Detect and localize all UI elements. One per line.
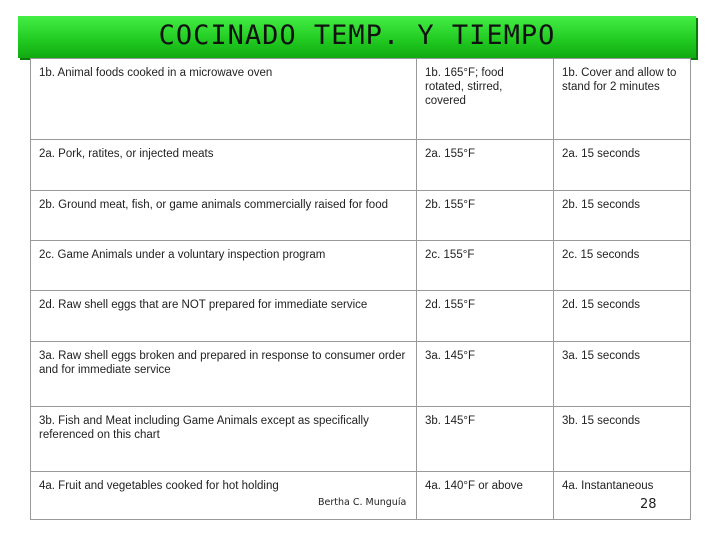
temperature-cell: 2a. 155°F [417, 140, 554, 190]
time-cell: 4a. Instantaneous [562, 480, 654, 492]
food-cell: 3b. Fish and Meat including Game Animals except as specifically referenced on this chart [31, 407, 417, 471]
food-cell: 2b. Ground meat, fish, or game animals commercially raised for food [31, 191, 417, 240]
page-number: 28 [640, 497, 657, 512]
temperature-cell: 4a. 140°F or above [417, 472, 554, 519]
table-row [31, 342, 690, 407]
food-cell: 3a. Raw shell eggs broken and prepared in response to consumer order and for immediate service [31, 342, 417, 406]
temperature-cell: 3b. 145°F [417, 407, 554, 471]
time-cell: 2b. 15 seconds [562, 199, 641, 211]
food-cell: 4a. Fruit and vegetables cooked for hot holding [31, 472, 417, 519]
author-name: Bertha C. Munguía [318, 497, 407, 508]
temperature-cell: 1b. 165°F; food rotated, stirred, covered [417, 59, 554, 139]
time-cell: 3a. 15 seconds [562, 350, 641, 362]
temperature-cell: 2d. 155°F [417, 291, 554, 341]
table-row [31, 241, 690, 291]
temperature-cell: 3a. 145°F [417, 342, 554, 406]
slide-title: COCINADO TEMP. Y TIEMPO [158, 20, 556, 51]
cooking-table [30, 58, 691, 520]
time-cell: 1b. Cover and allow to stand for 2 minutes [562, 67, 677, 93]
title-banner [18, 16, 696, 58]
temperature-cell: 2c. 155°F [417, 241, 554, 290]
time-cell: 2a. 15 seconds [562, 148, 641, 160]
table-row [31, 472, 690, 519]
food-cell: 2a. Pork, ratites, or injected meats [31, 140, 417, 190]
food-cell: 2c. Game Animals under a voluntary inspection program [31, 241, 417, 290]
table-row [31, 291, 690, 342]
time-cell: 3b. 15 seconds [562, 415, 641, 427]
table-row [31, 407, 690, 472]
table-row [31, 191, 690, 241]
table-row [31, 59, 690, 140]
temperature-cell: 2b. 155°F [417, 191, 554, 240]
time-cell: 2d. 15 seconds [562, 299, 641, 311]
time-cell: 2c. 15 seconds [562, 249, 640, 261]
food-cell: 2d. Raw shell eggs that are NOT prepared for immediate service [31, 291, 417, 341]
table-row [31, 140, 690, 191]
food-cell: 1b. Animal foods cooked in a microwave oven [31, 59, 417, 139]
